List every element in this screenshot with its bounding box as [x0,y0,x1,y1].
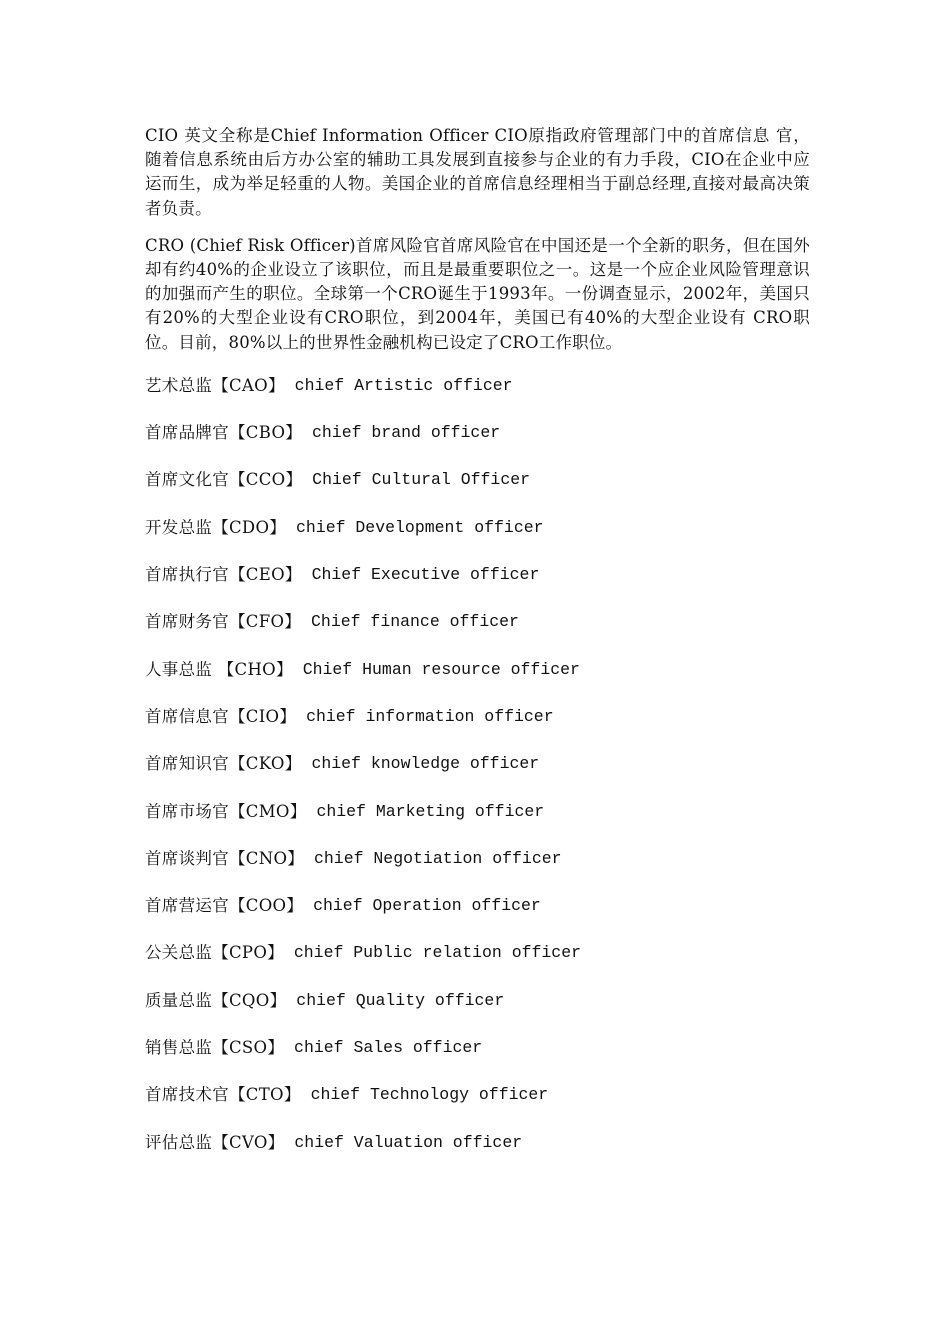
list-item [145,752,810,799]
title-en: Chief Executive officer [301,565,540,585]
list-item [145,941,810,988]
title-cn: 首席谈判官【CNO】 [145,848,305,868]
list-item [145,894,810,941]
title-cn: 首席财务官【CFO】 [145,612,302,632]
title-cn: 评估总监【CVO】 [145,1132,285,1152]
list-item [145,705,810,752]
title-cn: 首席知识官【CKO】 [145,754,302,774]
title-en: chief information officer [296,706,554,726]
list-item [145,1083,810,1130]
title-en: chief Operation officer [303,896,541,916]
paragraph-cio: CIO 英文全称是Chief Information Officer CIO原指政府管理部门中的首席信息 官，随着信息系统由后方办公室的辅助工具发展到直接参与企业的有力手段，CIO在企业中应运而生，成为举足轻重的人物。美国企业的首席信息经理相当于副总经理,直接对最高决策者负责。 [145,126,810,218]
title-en: chief Negotiation officer [304,848,562,868]
title-cn: 首席营运官【COO】 [145,896,304,916]
title-cn: 首席文化官【CCO】 [145,470,303,490]
title-en: chief Technology officer [300,1085,549,1105]
title-cn: 首席技术官【CTO】 [145,1085,301,1105]
title-cn: 艺术总监【CAO】 [145,375,285,395]
title-list [145,374,810,1178]
list-item [145,989,810,1036]
list-item [145,800,810,847]
title-en: Chief finance officer [301,612,519,632]
list-item [145,563,810,610]
list-item [145,847,810,894]
title-en: chief Public relation officer [283,943,582,963]
list-item [145,421,810,468]
paragraph-cro: CRO (Chief Risk Officer)首席风险官首席风险官在中国还是一个全新的职务，但在国外却有约40%的企业设立了该职位，而且是最重要职位之一。这是一个应企业风险管理意识的加强而产生的职位。全球第一个CRO诞生于1993年。一份调查显示，2002年，美国只有20%的大型企业设有CRO职位，到2004年，美国已有40%的大型企业设有 CRO职位。目前，80%以上的世界性金融机构已设定了CRO工作职位。 [145,235,810,352]
list-item [145,1036,810,1083]
title-cn: 开发总监【CDO】 [145,517,287,537]
title-cn: 首席品牌官【CBO】 [145,423,303,443]
title-en: chief Sales officer [284,1037,483,1057]
title-cn: 公关总监【CPO】 [145,943,284,963]
title-cn: 销售总监【CSO】 [145,1037,285,1057]
list-item [145,374,810,421]
title-en: Chief Cultural Officer [302,470,531,490]
title-en: chief Valuation officer [284,1132,523,1152]
list-item [145,516,810,563]
document-page [145,124,810,1178]
title-cn: 首席执行官【CEO】 [145,565,302,585]
list-item [145,658,810,705]
list-item [145,610,810,657]
title-en: Chief Human resource officer [292,659,580,679]
list-item [145,468,810,515]
title-en: chief brand officer [302,423,501,443]
title-cn: 质量总监【CQO】 [145,990,287,1010]
title-cn: 人事总监 【CHO】 [145,659,293,679]
list-item [145,1131,810,1178]
title-en: chief Quality officer [286,990,505,1010]
title-en: chief Development officer [286,517,544,537]
title-cn: 首席信息官【CIO】 [145,706,297,726]
title-en: chief Marketing officer [306,801,545,821]
title-en: chief Artistic officer [284,375,513,395]
title-cn: 首席市场官【CMO】 [145,801,307,821]
title-en: chief knowledge officer [301,754,540,774]
